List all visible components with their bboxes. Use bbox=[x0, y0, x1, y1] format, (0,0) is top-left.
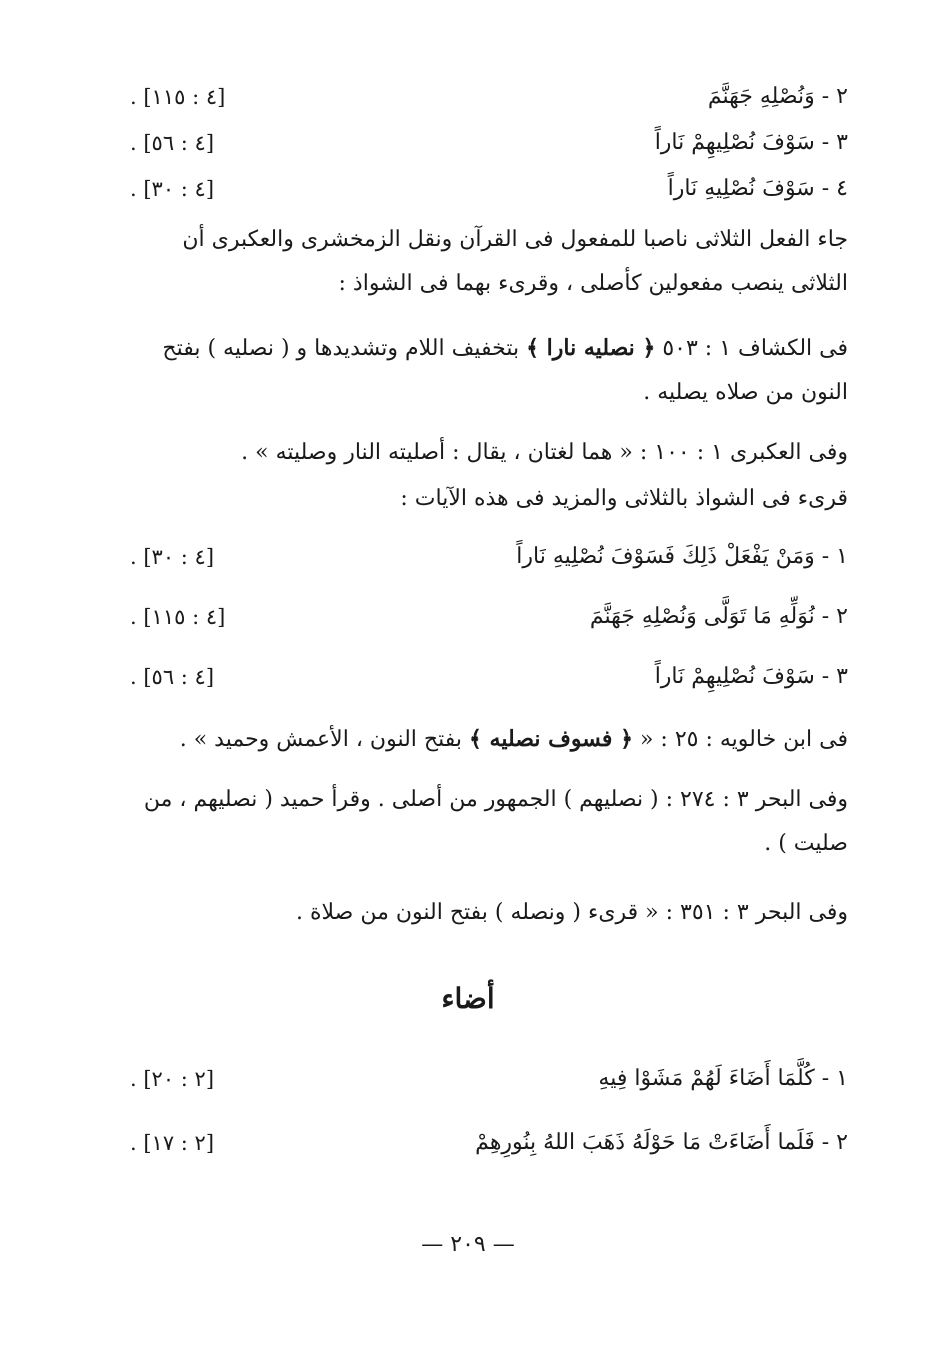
paragraph bbox=[130, 326, 848, 415]
verse-text: ١ - كُلَّمَا أَضَاءَ لَهُمْ مَشَوْا فِيهِ bbox=[598, 1066, 848, 1091]
verse-text: ٢ - وَنُصْلِهِ جَهَنَّمَ bbox=[707, 84, 848, 109]
page-number: — ٢٠٩ — bbox=[421, 1232, 515, 1257]
verse-reference: [٤ : ٣٠] . bbox=[130, 176, 215, 201]
paragraph bbox=[130, 726, 848, 752]
verse-text: ٣ - سَوْفَ نُصْلِيهِمْ نَاراً bbox=[654, 130, 848, 155]
verse-line bbox=[130, 544, 848, 569]
verse-reference: [٤ : ٥٦] . bbox=[130, 130, 215, 155]
paragraph: وفى البحر ٣ : ٣٥١ : « قرىء ( ونصله ) بفتح النون من صلاة . bbox=[296, 900, 848, 925]
verse-text: ٣ - سَوْفَ نُصْلِيهِمْ نَاراً bbox=[654, 664, 848, 689]
section-heading: أضاء bbox=[441, 982, 495, 1015]
paragraph-text: بفتح النون ، الأعمش وحميد » . bbox=[179, 727, 469, 752]
verse-reference: [٢ : ٢٠] . bbox=[130, 1066, 215, 1091]
verse-text: ٢ - نُوَلِّهِ مَا تَوَلَّى وَنُصْلِهِ جَهَنَّمَ bbox=[589, 604, 848, 629]
verse-text: ٤ - سَوْفَ نُصْلِيهِ نَاراً bbox=[667, 176, 848, 201]
paragraph-text: بتخفيف اللام وتشديدها و ( نصليه ) بفتح النون من صلاه يصليه . bbox=[162, 336, 848, 405]
verse-line bbox=[130, 130, 848, 155]
verse-reference: [٤ : ٥٦] . bbox=[130, 664, 215, 689]
paragraph-text: فى الكشاف ١ : ٥٠٣ bbox=[655, 336, 848, 361]
verse-line bbox=[130, 84, 848, 109]
verse-line bbox=[130, 1130, 848, 1155]
verse-line bbox=[130, 604, 848, 629]
quoted-phrase: ﴿ نصليه نارا ﴾ bbox=[526, 335, 656, 361]
paragraph-text: فى ابن خالويه : ٢٥ : « bbox=[632, 727, 848, 752]
verse-reference: [٤ : ٣٠] . bbox=[130, 544, 215, 569]
verse-reference: [٢ : ١٧] . bbox=[130, 1130, 215, 1155]
verse-text: ٢ - فَلَما أَضَاءَتْ مَا حَوْلَهُ ذَهَبَ اللهُ بِنُورِهِمْ bbox=[475, 1130, 848, 1155]
verse-reference: [٤ : ١١٥] . bbox=[130, 84, 226, 109]
paragraph: قرىء فى الشواذ بالثلاثى والمزيد فى هذه الآيات : bbox=[400, 486, 848, 511]
verse-text: ١ - وَمَنْ يَفْعَلْ ذَلِكَ فَسَوْفَ نُصْلِيهِ نَاراً bbox=[516, 544, 848, 569]
verse-reference: [٤ : ١١٥] . bbox=[130, 604, 226, 629]
verse-line bbox=[130, 1066, 848, 1091]
verse-line bbox=[130, 176, 848, 201]
quoted-phrase: ﴿ فسوف نصليه ﴾ bbox=[468, 726, 633, 752]
paragraph: جاء الفعل الثلاثى ناصبا للمفعول فى القرآن ونقل الزمخشرى والعكبرى أن الثلاثى ينصب مفعولين كأصلى ، وقرىء بهما فى الشواذ : bbox=[182, 227, 848, 296]
verse-line bbox=[130, 664, 848, 689]
paragraph: وفى العكبرى ١ : ١٠٠ : « هما لغتان ، يقال : أصليته النار وصليته » . bbox=[241, 440, 848, 465]
paragraph: وفى البحر ٣ : ٢٧٤ : ( نصليهم ) الجمهور من أصلى . وقرأ حميد ( نصليهم ، من صليت ) . bbox=[143, 787, 848, 856]
